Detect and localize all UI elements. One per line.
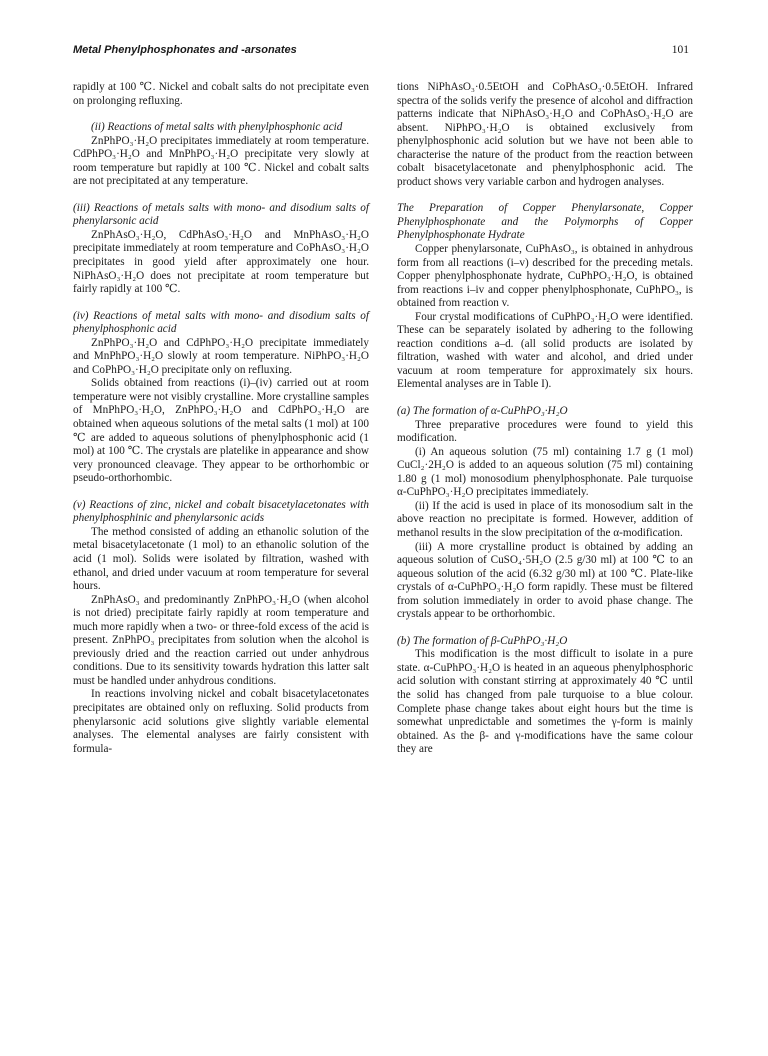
paragraph: (i) An aqueous solution (75 ml) containing 1.7 g (1 mol) CuCl₂·2H₂O is added to an aqueous solution (75 ml) containing 1.80 g (1 mol) monosodium phenylphosphonate. Pale turquoise α-CuPhPO₃·H₂O precipitates immediately. (397, 445, 693, 499)
paragraph: tions NiPhAsO₃·0.5EtOH and CoPhAsO₃·0.5EtOH. Infrared spectra of the solids verify the presence of alcohol and diffraction patterns indicate that NiPhAsO₃·H₂O and CoPhAsO₃·H₂O are absent. NiPhPO₃·H₂O is obtained exclusively from phenylphosphonic acid solution but we have not been able to characterise the nature of the product from the reaction between cobalt bisacetylacetonate and phenylphosphonic acid. The product shows very variable carbon and hydrogen analyses. (397, 81, 693, 188)
section-heading-preparation: The Preparation of Copper Phenylarsonate, Copper Phenylphosphonate and the Polymorphs of Copper Phenylphosphonate Hydrate (397, 202, 693, 242)
section-heading-b: (b) The formation of β-CuPhPO₃·H₂O (397, 634, 568, 647)
page-number: 101 (671, 44, 689, 56)
right-column (397, 81, 693, 757)
running-head: Metal Phenylphosphonates and -arsonates (73, 44, 297, 56)
section-heading-iv: (iv) Reactions of metal salts with mono- and disodium salts of phenylphosphonic acid (73, 309, 369, 336)
section-heading-a: (a) The formation of α-CuPhPO₃·H₂O (397, 405, 568, 418)
section-heading-ii: (ii) Reactions of metal salts with phenylphosphonic acid (91, 121, 343, 134)
paragraph: Copper phenylarsonate, CuPhAsO₃, is obtained in anhydrous form from all reactions (i–v) described for the preceding metals. Copper phenylphosphonate hydrate, CuPhPO₃·H₂O, is obtained from reactions i–iv and copper phenylphosphonate, CuPhPO₃, is obtained from reaction v. (397, 243, 693, 310)
paragraph: (ii) If the acid is used in place of its monosodium salt in the above reaction no precipitate is formed. However, addition of methanol results in the slow precipitation of the α-modification. (397, 499, 693, 539)
left-column (73, 81, 369, 756)
paragraph: Three preparative procedures were found to yield this modification. (397, 418, 693, 445)
paragraph: Solids obtained from reactions (i)–(iv) carried out at room temperature were not visibly crystalline. More crystalline samples of MnPhPO₃·H₂O, ZnPhPO₃·H₂O and CdPhPO₃·H₂O are obtained when aqueous solutions of the metal salts (1 mol) at 100 ℃ are added to aqueous solutions of phenylphosphonic acid (1 mol) at 100 ℃. The crystals are platelike in appearance and show very pronounced cleavage. They appear to be orthorhombic or pseudo-orthorhombic. (73, 377, 369, 485)
section-heading-iii: (iii) Reactions of metals salts with mono- and disodium salts of phenylarsonic acid (73, 201, 369, 228)
paragraph: This modification is the most difficult to isolate in a pure state. α-CuPhPO₃·H₂O is heated in an aqueous phenylphosphoric acid solution with constant stirring at approximately 40 ℃ until the solid has changed from pale turquoise to a blue colour. Complete phase change takes about eight hours but the time is somewhat unpredictable and sometimes the γ-form is mainly obtained. As the β- and γ-modifications have the same colour they are (397, 648, 693, 756)
paragraph: ZnPhAsO₃·H₂O, CdPhAsO₃·H₂O and MnPhAsO₃·H₂O precipitate immediately at room temperature and CoPhAsO₃·H₂O precipitates in good yield after approximately one hour. NiPhAsO₃·H₂O does not precipitate at room temperature but fairly rapidly at 100 ℃. (73, 228, 369, 296)
page-header (73, 44, 689, 62)
paragraph: ZnPhPO₃·H₂O and CdPhPO₃·H₂O precipitate immediately and MnPhPO₃·H₂O slowly at room temperature. NiPhPO₃·H₂O and CoPhPO₃·H₂O precipitate only on refluxing. (73, 336, 369, 376)
section-heading-v: (v) Reactions of zinc, nickel and cobalt bisacetylacetonates with phenylphosphinic and phenylarsonic acids (73, 498, 369, 525)
paragraph: The method consisted of adding an ethanolic solution of the metal bisacetylacetonate (1 mol) to an ethanolic solution of the acid (1 mol). Solids were isolated by filtration, washed with ethanol, and dried under vacuum at room temperature for several hours. (73, 525, 369, 593)
paragraph: Four crystal modifications of CuPhPO₃·H₂O were identified. These can be separately isolated by adhering to the following reaction conditions a–d. (all solid products are isolated by filtration, washed with water and alcohol, and dried under vacuum at room temperature for approximately six hours. Elemental analyses are in Table I). (397, 310, 693, 391)
paragraph: In reactions involving nickel and cobalt bisacetylacetonates precipitates are obtained only on refluxing. Solid products from phenylarsonic acid solutions give slightly variable elemental analyses. The elemental analyses are fairly consistent with formula- (73, 688, 369, 755)
paragraph: ZnPhAsO₃ and predominantly ZnPhPO₃·H₂O (when alcohol is not dried) precipitate fairly rapidly at room temperature and much more rapidly when a two- or three-fold excess of the acid is present. ZnPhPO₃ precipitates from solution when the alcohol is previously dried and the reaction carried out under anhydrous conditions. Due to its sensitivity towards hydration this latter salt must be handled under anhydrous conditions. (73, 593, 369, 687)
paragraph: rapidly at 100 ℃. Nickel and cobalt salts do not precipitate even on prolonging refluxing. (73, 81, 369, 107)
paragraph: ZnPhPO₃·H₂O precipitates immediately at room temperature. CdPhPO₃·H₂O and MnPhPO₃·H₂O precipitate very slowly at room temperature but rapidly at 100 ℃. Nickel and cobalt salts are not precipitated at any temperature. (73, 134, 369, 188)
paragraph: (iii) A more crystalline product is obtained by adding an aqueous solution of CuSO₄·5H₂O (2.5 g/30 ml) at 100 ℃ to an aqueous solution of the acid (6.32 g/30 ml) at 100 ℃. Plate-like crystals of α-CuPhPO₃·H₂O form rapidly. These must be filtered from solution immediately in order to avoid phase change. The crystals appear to be orthorhombic. (397, 540, 693, 621)
